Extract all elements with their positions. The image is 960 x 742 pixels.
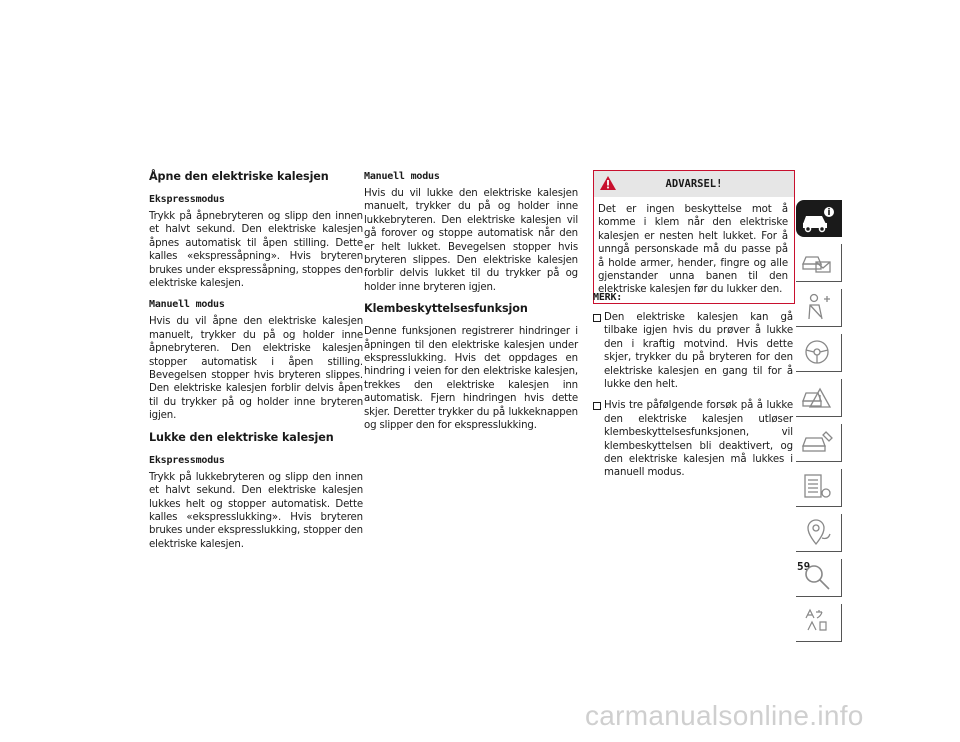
column-middle: [364, 170, 578, 441]
warning-box: [593, 170, 795, 304]
tab-location[interactable]: [796, 514, 842, 552]
watermark: carmanualsonline.info: [585, 700, 864, 731]
tab-mail[interactable]: [796, 244, 842, 282]
subheading-express-close: Ekspressmodus: [149, 454, 225, 466]
subheading-manual-open: Manuell modus: [149, 299, 225, 311]
paragraph-manual-open: Hvis du vil åpne den elektriske kalesjen manuelt, trykker du på og holder inne åpnebryteren. Den elektriske kalesjen stopper automatisk i åpen stilling. Bevegelsen stopper hvis bryteren slippes. Den elektriske kalesjen forblir delvis åpen til du trykker på og holder inne bryteren igjen.: [149, 316, 363, 422]
warning-title: ADVARSEL!: [665, 178, 723, 190]
subheading-manual-close: Manuell modus: [364, 171, 440, 182]
note-title: MERK:: [593, 292, 623, 303]
tab-languages[interactable]: [796, 604, 842, 642]
tab-car-info[interactable]: [796, 200, 842, 237]
note-item: [593, 399, 793, 479]
tab-service[interactable]: [796, 424, 842, 462]
tab-search[interactable]: [796, 559, 842, 597]
note-item: [593, 311, 793, 391]
warning-text: Det er ingen beskyttelse mot å komme i klem når den elektriske kalesjen er nesten helt lukket. For å unngå personskade må du passe på å holde armer, hender, fingre og alle gjenstander unna banen til den elektriske kalesjen før du lukker den.: [598, 204, 788, 296]
car-service-icon: [800, 426, 836, 458]
car-crash-icon: [800, 381, 836, 413]
car-info-icon: [800, 202, 836, 234]
seatbelt-icon: [800, 291, 836, 323]
paragraph-pinch: Denne funksjonen registrerer hindringer i åpningen til den elektriske kalesjen under ekspresslukking. Hvis det oppdages en hindring i veien for den elektriske kalesjen, trekkes den elektriske kalesjen inn automatisk. Fjern hindringen hvis dette skjer. Deretter trykker du på lukkeknappen og slipper den for ekspresslukking.: [364, 326, 578, 432]
tab-checklist[interactable]: [796, 469, 842, 507]
bullet-square-icon: [593, 402, 601, 410]
note-item-text: Den elektriske kalesjen kan gå tilbake igjen hvis du prøver å lukke den i kraftig motvind. Hvis dette skjer, trykker du på bryteren for den elektriske kalesjen en gang til for å lukke den helt.: [604, 312, 793, 391]
mail-car-icon: [800, 246, 836, 278]
section-heading-open: Åpne den elektriske kalesjen: [149, 170, 329, 183]
paragraph-express-close: Trykk på lukkebryteren og slipp den innen et halvt sekund. Den elektriske kalesjen lukkes helt og stopper automatisk. Dette kalles «ekspresslukking». Hvis bryteren brukes under ekspresslukking, stopper den elektriske kalesjen.: [149, 471, 363, 550]
tab-seatbelt[interactable]: [796, 289, 842, 327]
section-heading-close: Lukke den elektriske kalesjen: [149, 430, 334, 444]
page-number: 59: [797, 560, 811, 573]
note-item-text: Hvis tre påfølgende forsøk på å lukke den elektriske kalesjen utløser klembeskyttelsesfunksjonen, vil klembeskyttelsen bli deaktivert, og den elektriske kalesjen må lukkes i manuell modus.: [604, 400, 793, 479]
languages-icon: [800, 606, 836, 638]
paragraph-express-open: Trykk på åpnebryteren og slipp den innen et halvt sekund. Den elektriske kalesjen åpnes automatisk til åpen stilling. Dette kalles «ekspressåpning». Hvis bryteren brukes under ekspressåpning, stoppes den elektriske kalesjen.: [149, 211, 363, 290]
checklist-icon: [800, 471, 836, 503]
note-section: [593, 291, 793, 488]
bullet-square-icon: [593, 314, 601, 322]
steering-wheel-icon: [800, 336, 836, 368]
section-heading-pinch: Klembeskyttelsesfunksjon: [364, 302, 528, 316]
warning-header: [594, 171, 794, 197]
chapter-tabs: [796, 200, 842, 649]
subheading-express-open: Ekspressmodus: [149, 194, 225, 205]
paragraph-manual-close: Hvis du vil lukke den elektriske kalesjen manuelt, trykker du på og holder inne lukkebryteren. Den elektriske kalesjen vil gå forover og stoppe automatisk når den er helt lukket. Bevegelsen stopper hvis bryteren slippes. Den elektriske kalesjen forblir delvis lukket til du trykker på og holder inne bryteren igjen.: [364, 188, 578, 293]
tab-steering[interactable]: [796, 334, 842, 372]
map-pin-icon: [800, 516, 836, 548]
column-left: [149, 170, 363, 559]
magnifier-icon: [800, 561, 836, 593]
tab-crash[interactable]: [796, 379, 842, 417]
